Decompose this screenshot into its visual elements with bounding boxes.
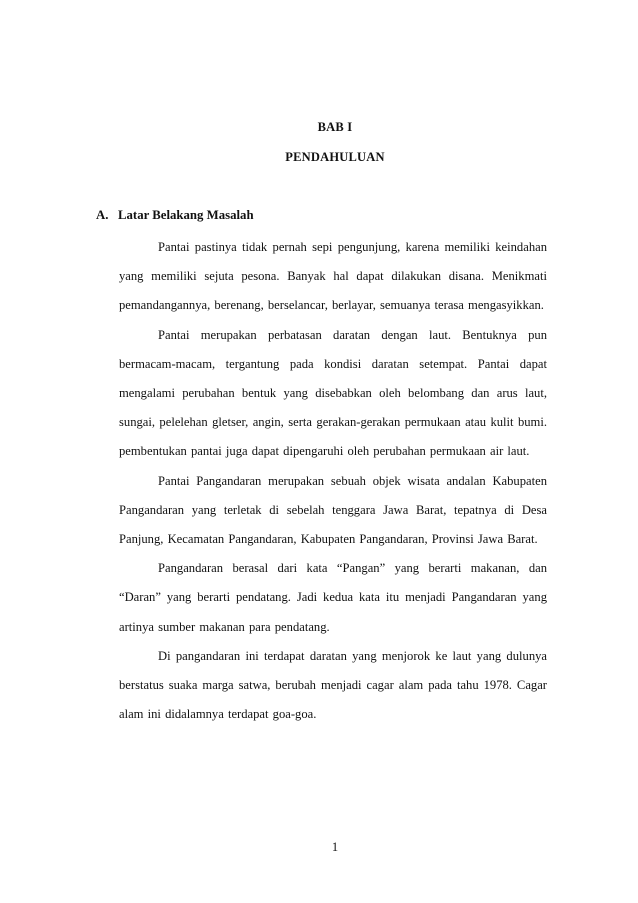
body-text (119, 233, 547, 729)
paragraph: Pantai merupakan perbatasan daratan dengan laut. Bentuknya pun bermacam-macam, tergantung pada kondisi daratan setempat. Pantai dapat mengalami perubahan bentuk yang disebabkan oleh belombang dan arus laut, sungai, pelelehan gletser, angin, serta gerakan-gerakan permukaan atau kulit bumi. pembentukan pantai juga dapat dipengaruhi oleh perubahan permukaan air laut. (119, 327, 547, 459)
chapter-title: PENDAHULUAN (285, 150, 385, 164)
chapter-number: BAB I (317, 120, 353, 134)
paragraph: Di pangandaran ini terdapat daratan yang menjorok ke laut yang dulunya berstatus suaka marga satwa, berubah menjadi cagar alam pada tahu 1978. Cagar alam ini didalamnya terdapat goa-goa. (119, 648, 547, 722)
section-title: Latar Belakang Masalah (118, 208, 254, 222)
section-letter: A. (96, 208, 109, 222)
section-heading (96, 208, 254, 223)
page-number: 1 (331, 840, 339, 854)
paragraph: Pangandaran berasal dari kata “Pangan” yang berarti makanan, dan “Daran” yang berarti pendatang. Jadi kedua kata itu menjadi Pangandaran yang artinya sumber makanan para pendatang. (119, 561, 547, 634)
paragraph: Pantai Pangandaran merupakan sebuah objek wisata andalan Kabupaten Pangandaran yang terletak di sebelah tenggara Jawa Barat, tepatnya di Desa Panjung, Kecamatan Pangandaran, Kabupaten Pangandaran, Provinsi Jawa Barat. (119, 473, 547, 547)
paragraph: Pantai pastinya tidak pernah sepi pengunjung, karena memiliki keindahan yang memiliki sejuta pesona. Banyak hal dapat dilakukan disana. Menikmati pemandangannya, berenang, berselancar, berlayar, semuanya terasa mengasyikkan. (119, 240, 547, 313)
